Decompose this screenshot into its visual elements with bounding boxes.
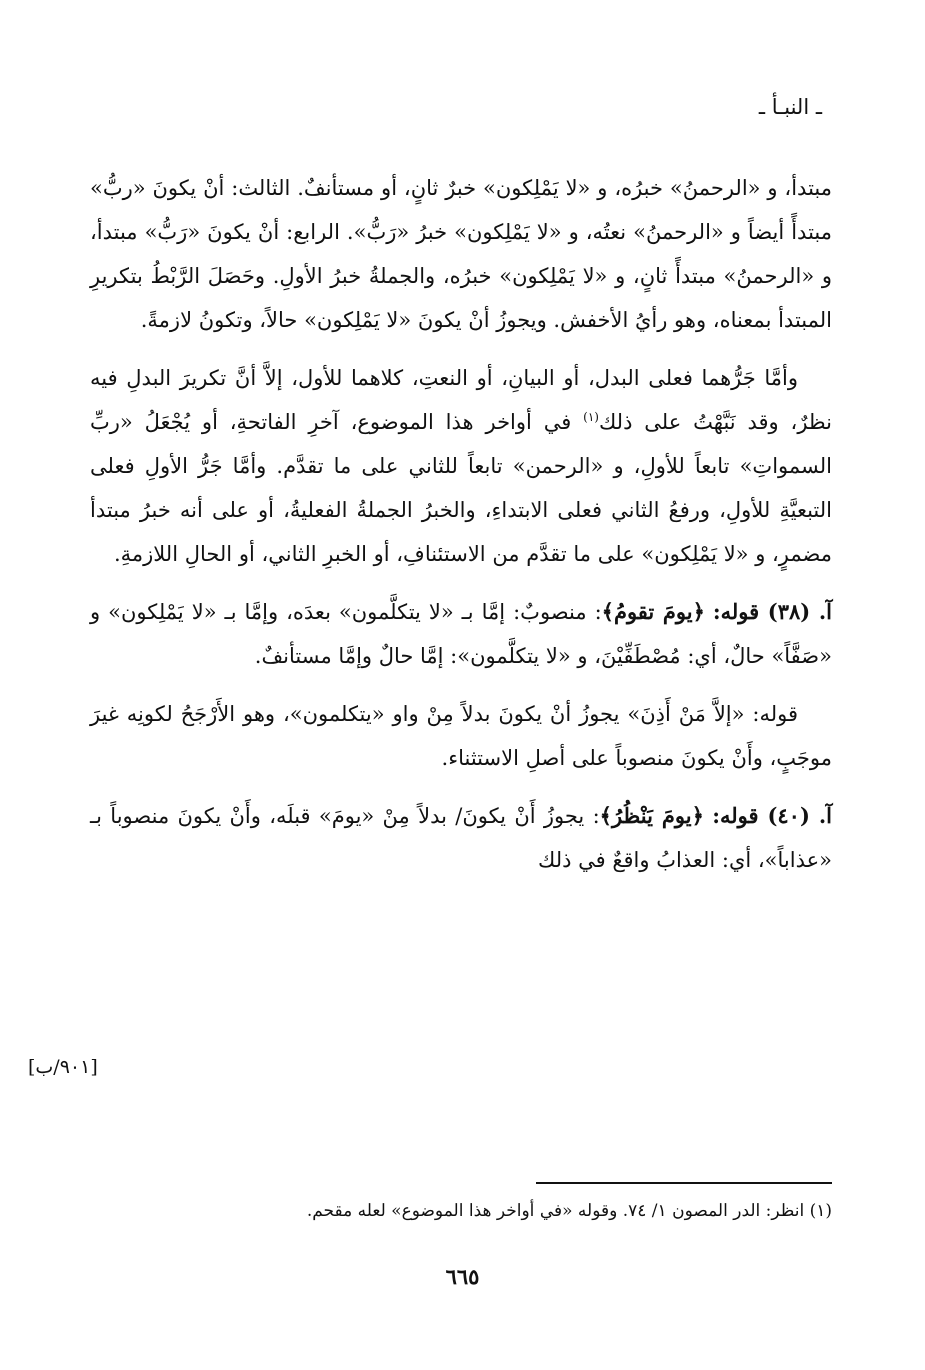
running-head: ـ النبـأ ـ — [758, 95, 822, 119]
manuscript-folio-note: [٩٠١/ب] — [28, 1056, 98, 1078]
page-number: ٦٦٥ — [445, 1264, 480, 1289]
verse-38-label: آ. (٣٨) قوله: — [712, 599, 832, 624]
verse-40-text: : يجوزُ أَنْ يكونَ/ بدلاً مِنْ «يومَ» قبلَه، وأَنْ يكونَ منصوباً بـ «عذاباً»، أي: العذابُ واقعٌ في ذلك — [90, 804, 832, 872]
paragraph-1: مبتدأ، و «الرحمنُ» خبرُه، و «لا يَمْلِكون» خبرٌ ثانٍ، أو مستأنفٌ. الثالث: أنْ يكونَ «ربُّ» مبتدأً أيضاً و «الرحمنُ» نعتُه، و «لا يَمْلِكون» خبرُ «رَبُّ». الرابع: أنْ يكونَ «رَبُّ» مبتدأ، و «الرحمنُ» مبتدأً ثانٍ، و «لا يَمْلِكون» خبرُه، والجملةُ خبرُ الأولِ. وحَصَلَ الرَّبْطُ بتكريرِ المبتدأ بمعناه، وهو رأيُ الأخفش. ويجوزُ أنْ يكونَ «لا يَمْلِكون» حالاً، وتكونُ لازمةً. — [90, 176, 832, 332]
paragraph-2-text-b: في أواخر هذا الموضوع، آخرِ الفاتحةِ، أو يُجْعَلُ «ربِّ السمواتِ» تابعاً للأولِ، و «الرحمن» تابعاً للثاني على ما تقدَّم. وأمَّا جَرُّ الأولِ فعلى التبعيَّةِ للأولِ، ورفعُ الثاني فعلى الابتداءِ، والخبرُ الجملةُ الفعليةُ، أو على أنه خبرُ مبتدأ مضمرٍ، و «لا يَمْلِكون» على ما تقدَّم من الاستئنافِ، أو الخبرِ الثاني، أو الحالِ اللازمةِ. — [90, 410, 832, 566]
verse-38-text: : منصوبٌ: إمَّا بـ «لا يتكلَّمون» بعدَه، وإمَّا بـ «لا يَمْلِكون» و «صَفَّاً» حالٌ، أي: مُصْطَفِّيْنَ، و «لا يتكلَّمون»: إمَّا حالٌ وإمَّا مستأنفٌ. — [90, 600, 832, 668]
footnote-marker: (١) — [583, 410, 599, 424]
footnote-separator — [536, 1182, 832, 1184]
verse-40-label: آ. (٤٠) قوله: — [712, 803, 832, 828]
main-text — [90, 166, 832, 882]
paragraph-2 — [90, 356, 832, 576]
paragraph-2-text-a: وأمَّا جَرُّهما فعلى البدل، أو البيانِ، أو النعتِ، كلاهما للأول، إلاَّ أنَّ تكريرَ البدلِ فيه نظرٌ، وقد نَبَّهْتُ على ذلك — [90, 366, 832, 434]
footnote: (١) انظر: الدر المصون ١/ ٧٤. وقوله «في أواخر هذا الموضوع» لعله مقحم. — [306, 1201, 832, 1221]
paragraph-4: قوله: «إلاَّ مَنْ أَذِنَ» يجوزُ أنْ يكونَ بدلاً مِنْ واو «يتكلمون»، وهو الأَرْجَحُ لكونِه غيرَ موجَبٍ، وأَنْ يكونَ منصوباً على أصلِ الاستثناء. — [90, 702, 832, 770]
verse-40-quote: ﴿يومَ يَنْظُرُ﴾ — [599, 803, 704, 828]
paragraph-verse-40 — [90, 794, 832, 882]
paragraph-verse-38 — [90, 590, 832, 678]
verse-38-quote: ﴿يومَ تقومُ﴾ — [601, 599, 705, 624]
